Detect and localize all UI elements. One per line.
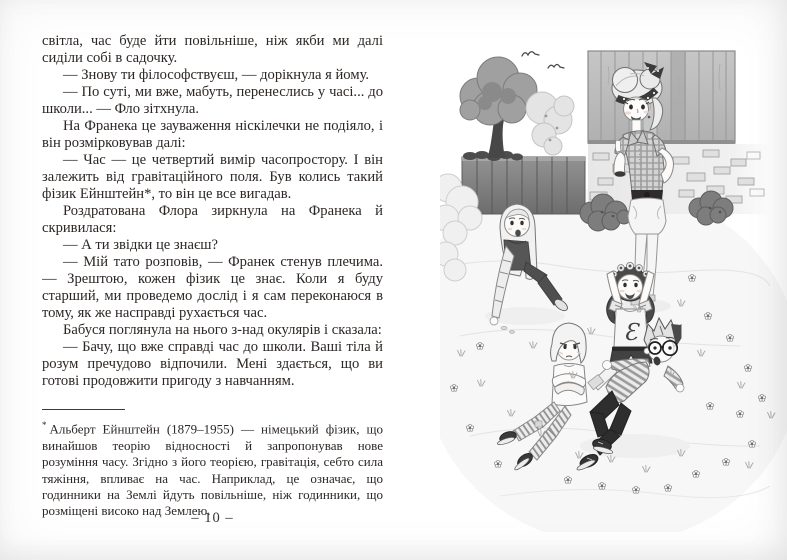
- garden-wall: [462, 151, 585, 214]
- paragraph: — Знову ти філософствуєш, — дорікнула я йому.: [63, 67, 370, 83]
- paragraph: — Час — це четвертий вимір часопростору. І він залежить від гравітаційного поля. Був колись такий фізик Ейнштейн*, то він це все вигадав.: [42, 152, 383, 202]
- footnote-marker: *: [42, 420, 47, 430]
- story-paragraphs: [42, 33, 383, 390]
- page-number: – 10 –: [191, 510, 234, 526]
- paragraph: Бабуся поглянула на нього з-над окулярів і сказала:: [63, 322, 382, 338]
- footnote: [42, 409, 383, 520]
- paragraph: — По суті, ми вже, мабуть, перенеслись у часі... до школи... — Фло зітхнула.: [42, 84, 383, 117]
- footnote-body: Альберт Ейнштейн (1879–1955) — німецький фізик, що винайшов теорію відносності й запропонував нове розуміння часу. Згідно з його теорією, гравітація, себто сила тяжіння, впливає на час. Наприклад, це означає, що годинники на Землі йдуть повільніше, ніж годинники, що розміщені високо над Землею.: [42, 421, 383, 519]
- paragraph: На Франека це зауваження ніскілечки не подіяло, і він розмірковував далі:: [42, 118, 383, 151]
- footnote-divider: [42, 409, 125, 410]
- footnote-text: [42, 417, 383, 520]
- paragraph: Роздратована Флора зиркнула на Франека й скривилася:: [42, 203, 383, 236]
- illustration: [440, 16, 787, 532]
- text-column: [42, 33, 383, 390]
- shirt-letter: Ɛ: [623, 320, 639, 346]
- paragraph: — Мій тато розповів, — Франек стенув плечима. — Зрештою, кожен фізик це знає. Коли я буду старший, ми проведемо дослід і я сам переконаюся в тому, як же насправді рухається час.: [42, 254, 383, 321]
- paragraph: — А ти звідки це знаєш?: [63, 237, 218, 253]
- tree: [460, 57, 537, 158]
- bush-light: [526, 92, 574, 155]
- paragraph: — Бачу, що вже справді час до школи. Ваші тіла й розум пречудово відпочили. Мені здається, що ви готові продовжити пригоду з навчанням.: [42, 339, 383, 389]
- birds: [522, 52, 564, 68]
- wooden-fence: [588, 51, 735, 145]
- paragraph: світла, час буде йти повільніше, ніж якби ми далі сиділи собі в садочку.: [42, 33, 383, 66]
